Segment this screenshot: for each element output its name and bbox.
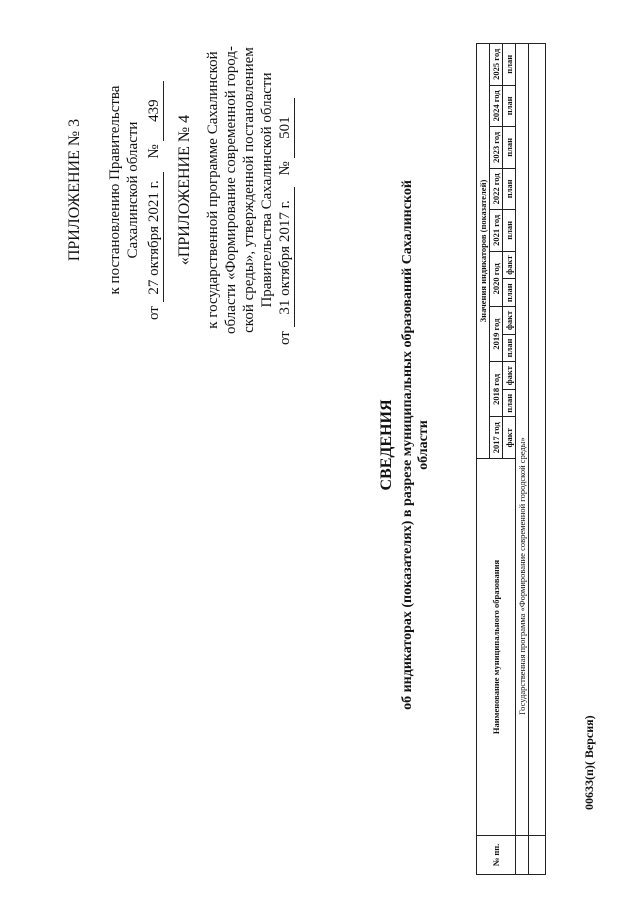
appendix3-from: от [146,306,162,320]
appendix3-line1: к постановлению Правительства [107,85,123,295]
year-2019: 2019 год [490,306,503,361]
appendix4-num-label: № [277,161,293,176]
appendix4-block [176,15,295,365]
year-2025: 2025 год [490,44,503,86]
heading-title: СВЕДЕНИЯ [378,399,395,491]
sub-header: план [503,44,516,86]
empty-row-cell [529,836,546,875]
sub-header: факт [503,417,516,459]
sub-header: план [503,210,516,252]
appendix4-from: от [277,331,293,345]
year-2022: 2022 год [490,168,503,210]
sub-header: факт [503,306,516,334]
appendix4-line2: области «Формирование современной город- [223,46,239,334]
empty-row-cell [529,44,546,836]
year-2021: 2021 год [490,210,503,252]
sub-header: план [503,168,516,210]
heading-subtitle-2: области [416,420,431,470]
appendix3-title: ПРИЛОЖЕНИЕ № 3 [66,118,83,262]
sub-header: план [503,127,516,169]
appendix4-number: 501 [276,98,295,158]
footer-version: 00633(п)( Версия) [582,715,596,810]
appendix4-line4: Правительства Сахалинской области [259,72,275,308]
sub-header: факт [503,362,516,390]
col-name-header: Наименование муниципального образования [477,459,516,836]
indicators-table [476,43,546,875]
year-2023: 2023 год [490,127,503,169]
year-2020: 2020 год [490,251,503,306]
appendix3-number: 439 [145,81,164,141]
appendix3-date: 27 октября 2021 г. [145,172,164,302]
values-header: Значения индикаторов (показателей) [477,44,490,459]
sub-header: план [503,279,516,306]
appendix3-line2: Сахалинской области [125,121,141,259]
appendix4-date: 31 октября 2017 г. [276,187,295,327]
appendix4-line3: ской среды», утвержденной постановлением [241,47,257,333]
program-row: Государственная программа «Формирование современной городской среды» [516,44,529,836]
col-num-header: № пп. [477,836,516,875]
appendix4-title: «ПРИЛОЖЕНИЕ № 4 [176,114,193,266]
year-2024: 2024 год [490,85,503,127]
appendix3-num-label: № [146,144,162,159]
program-row-num [516,836,529,875]
appendix4-line1: к государственной программе Сахалинской [205,51,221,329]
year-2018: 2018 год [490,362,503,417]
sub-header: план [503,334,516,361]
sub-header: план [503,390,516,417]
appendix3-block [66,20,164,360]
heading-block [378,115,432,775]
year-2017: 2017 год [490,417,503,459]
heading-subtitle-1: об индикаторах (показателях) в разрезе муниципальных образований Сахалинской [400,180,415,710]
sub-header: факт [503,251,516,279]
sub-header: план [503,85,516,127]
